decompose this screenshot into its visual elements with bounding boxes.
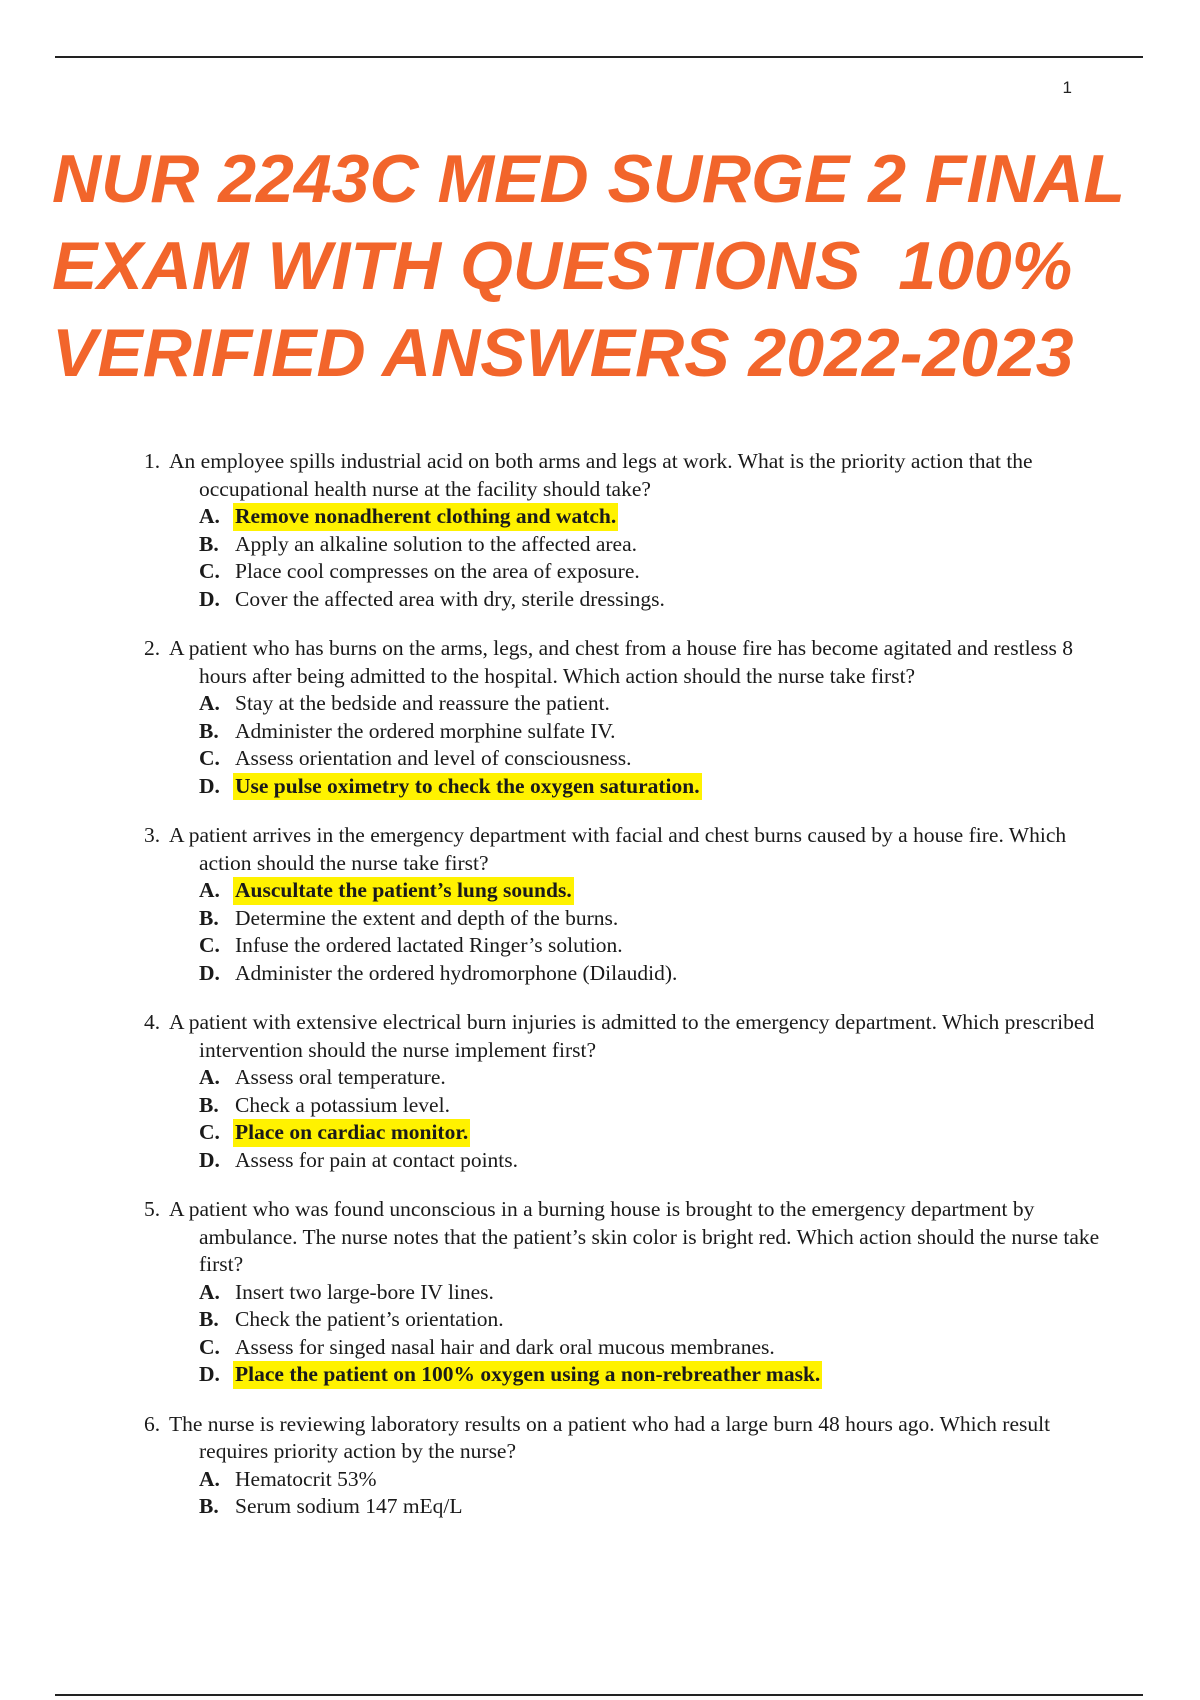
- question-number: 3.: [144, 823, 161, 847]
- option-letter: B.: [199, 1494, 219, 1518]
- option-letter: B.: [199, 1092, 219, 1117]
- question-3: [144, 822, 1104, 987]
- answer-option: [144, 1147, 1104, 1175]
- option-letter: C.: [199, 559, 220, 583]
- option-text: Determine the extent and depth of the burns.: [235, 905, 619, 930]
- answer-option: [144, 745, 1104, 773]
- option-text: Place the patient on 100% oxygen using a non-rebreather mask.: [233, 1361, 822, 1389]
- answer-option: [144, 1306, 1104, 1334]
- option-letter: D.: [199, 1147, 220, 1172]
- question-2: [144, 635, 1104, 800]
- question-number: 4.: [144, 1010, 161, 1034]
- option-letter: D.: [199, 1362, 220, 1386]
- option-text: Hematocrit 53%: [235, 1466, 377, 1491]
- option-text: Auscultate the patient’s lung sounds.: [233, 877, 574, 905]
- question-number: 6.: [144, 1411, 161, 1436]
- option-letter: D.: [199, 586, 220, 611]
- option-letter: B.: [199, 718, 219, 743]
- page-number: 1: [1062, 78, 1072, 97]
- question-text: An employee spills industrial acid on both arms and legs at work. What is the priority action that the occupational health nurse at the facility should take?: [169, 449, 1033, 501]
- answer-option: [144, 960, 1104, 988]
- question-number: 2.: [144, 636, 161, 660]
- option-text: Use pulse oximetry to check the oxygen saturation.: [233, 773, 702, 801]
- option-text: Infuse the ordered lactated Ringer’s solution.: [235, 933, 623, 957]
- option-letter: A.: [199, 691, 220, 715]
- answer-option-correct: [144, 1361, 1104, 1389]
- answer-option: [144, 932, 1104, 960]
- question-stem: [144, 635, 1104, 690]
- answer-option-correct: [144, 877, 1104, 905]
- option-letter: C.: [199, 1120, 220, 1144]
- question-text: A patient with extensive electrical burn injuries is admitted to the emergency department. Which prescribed intervention should the nurse implement first?: [169, 1010, 1095, 1062]
- option-text: Stay at the bedside and reassure the patient.: [235, 691, 610, 715]
- option-letter: B.: [199, 531, 219, 556]
- option-text: Place cool compresses on the area of exposure.: [235, 559, 640, 583]
- question-text: The nurse is reviewing laboratory results on a patient who had a large burn 48 hours ago. Which result requires priority action by the nurse?: [169, 1411, 1051, 1463]
- answer-option: [144, 1466, 1104, 1494]
- answer-option: [144, 1279, 1104, 1307]
- answer-option-correct: [144, 1119, 1104, 1147]
- question-stem: [144, 822, 1104, 877]
- answer-option: [144, 586, 1104, 614]
- question-number: 5.: [144, 1197, 161, 1221]
- title-line: NUR 2243C MED SURGE 2 FINAL: [52, 141, 1126, 217]
- question-number: 1.: [144, 449, 161, 473]
- title-line: EXAM WITH QUESTIONS 100%: [52, 228, 1073, 304]
- question-1: [144, 448, 1104, 613]
- option-text: Apply an alkaline solution to the affected area.: [235, 531, 637, 556]
- question-text: A patient who has burns on the arms, legs, and chest from a house fire has become agitated and restless 8 hours after being admitted to the hospital. Which action should the nurse take first?: [169, 636, 1073, 688]
- option-letter: A.: [199, 504, 220, 528]
- question-stem: [144, 448, 1104, 503]
- question-text: A patient who was found unconscious in a burning house is brought to the emergency department by ambulance. The nurse notes that the patient’s skin color is bright red. Which action should the nurse take first?: [169, 1197, 1100, 1276]
- option-letter: C.: [199, 933, 220, 957]
- answer-option-correct: [144, 503, 1104, 531]
- option-text: Serum sodium 147 mEq/L: [235, 1494, 463, 1518]
- option-text: Check the patient’s orientation.: [235, 1307, 504, 1331]
- option-letter: A.: [199, 1279, 220, 1304]
- answer-option: [144, 531, 1104, 559]
- header-rule: [55, 56, 1143, 58]
- title-line: VERIFIED ANSWERS 2022-2023: [52, 315, 1074, 391]
- option-letter: D.: [199, 773, 220, 798]
- option-text: Remove nonadherent clothing and watch.: [233, 503, 618, 531]
- option-text: Insert two large-bore IV lines.: [235, 1279, 494, 1304]
- option-letter: D.: [199, 960, 220, 985]
- footer-rule: [55, 1694, 1143, 1696]
- option-letter: A.: [199, 1466, 220, 1491]
- option-text: Place on cardiac monitor.: [233, 1119, 470, 1147]
- option-text: Cover the affected area with dry, sterile dressings.: [235, 586, 665, 611]
- question-6: [144, 1411, 1104, 1521]
- answer-option: [144, 690, 1104, 718]
- option-text: Assess for pain at contact points.: [235, 1147, 519, 1172]
- option-letter: B.: [199, 1307, 219, 1331]
- option-letter: A.: [199, 878, 220, 902]
- question-stem: [144, 1196, 1104, 1279]
- option-text: Assess oral temperature.: [235, 1065, 446, 1089]
- option-letter: C.: [199, 1334, 220, 1359]
- answer-option: [144, 558, 1104, 586]
- option-text: Assess orientation and level of consciousness.: [235, 746, 632, 770]
- answer-option: [144, 905, 1104, 933]
- option-text: Check a potassium level.: [235, 1092, 450, 1117]
- option-text: Administer the ordered hydromorphone (Dilaudid).: [235, 960, 678, 985]
- question-stem: [144, 1411, 1104, 1466]
- option-text: Administer the ordered morphine sulfate IV.: [235, 718, 616, 743]
- option-letter: C.: [199, 746, 220, 770]
- answer-option-correct: [144, 773, 1104, 801]
- option-letter: B.: [199, 905, 219, 930]
- document-title: [52, 136, 1200, 397]
- question-list: [144, 448, 1104, 1543]
- answer-option: [144, 1064, 1104, 1092]
- question-5: [144, 1196, 1104, 1389]
- question-stem: [144, 1009, 1104, 1064]
- question-4: [144, 1009, 1104, 1174]
- answer-option: [144, 718, 1104, 746]
- option-text: Assess for singed nasal hair and dark oral mucous membranes.: [235, 1334, 775, 1359]
- answer-option: [144, 1493, 1104, 1521]
- answer-option: [144, 1334, 1104, 1362]
- option-letter: A.: [199, 1065, 220, 1089]
- question-text: A patient arrives in the emergency department with facial and chest burns caused by a house fire. Which action should the nurse take first?: [169, 823, 1067, 875]
- answer-option: [144, 1092, 1104, 1120]
